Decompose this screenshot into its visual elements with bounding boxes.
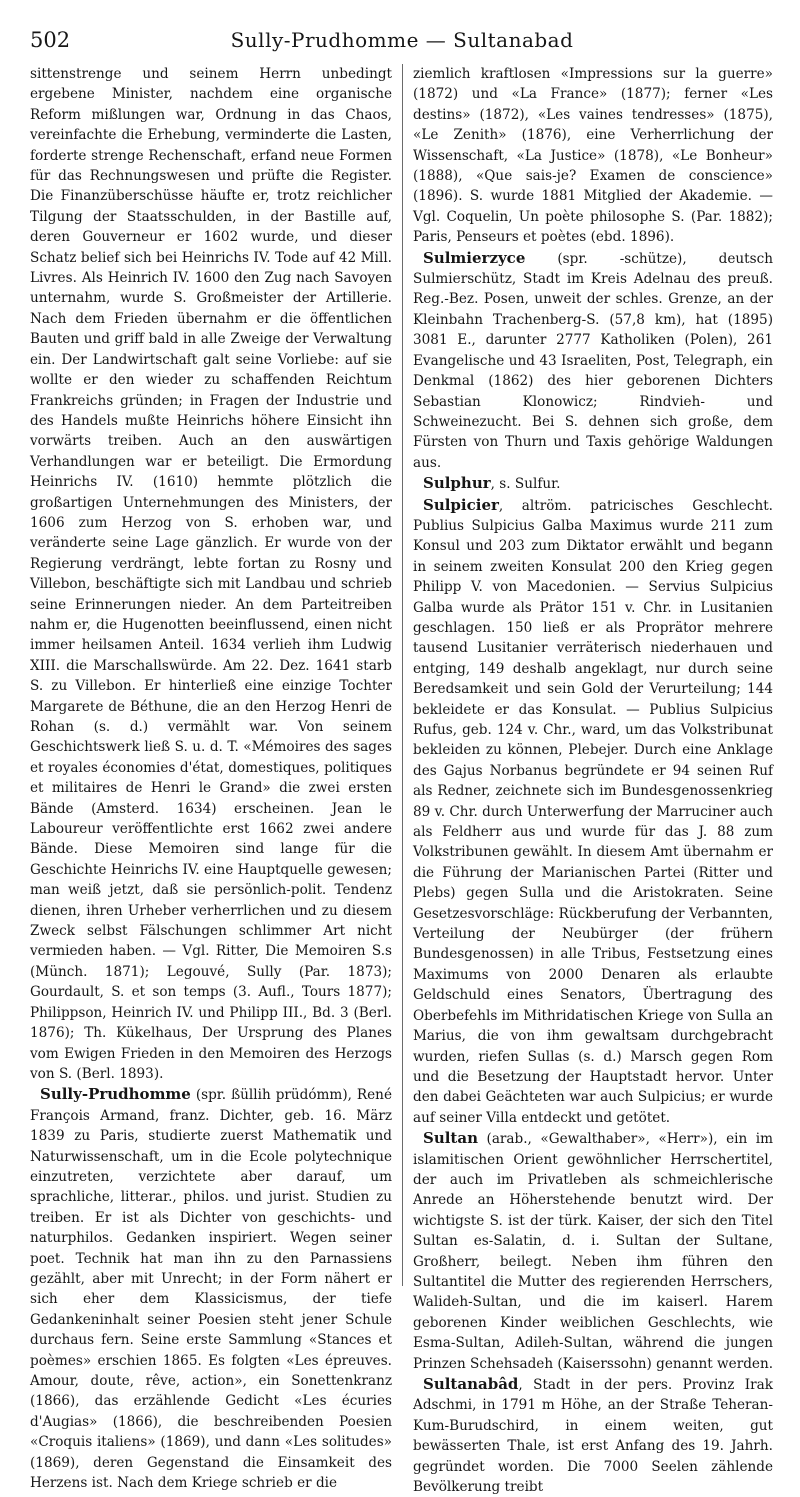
running-head: Sully-Prudhomme — Sultanabad xyxy=(230,28,574,52)
entry-headword: Sulphur xyxy=(423,474,491,493)
entry-text: ziemlich kraftlosen «Impressions sur la guerre» (1872) und «La France» (1877); ferner «Les destins» (1872), «Les vaines tendresses» (1875), «Le Zenith» (1876), eine Verherrlichung der Wissenschaft, «La Justice» (1878), «Le Bonheur» (1888), «Que sais-je? Examen de conscience» (1896). S. wurde 1881 Mitglied der Akademie. — Vgl. Coquelin, Un poète philosophe S. (Par. 1882); Paris, Penseurs et poètes (ebd. 1896). xyxy=(413,66,773,246)
right-column xyxy=(413,64,773,1497)
entry-sulpicier xyxy=(413,495,773,1129)
entry-text: , s. Sulfur. xyxy=(490,476,561,493)
entry-text: , altröm. patricisches Geschlecht. Publius Sulpicius Galba Maximus wurde 211 zum Konsul und 203 zum Diktator erwählt und begann in seinem zweiten Konsulat 200 den Krieg gegen Philipp V. von Macedonien. — Servius Sulpicius Galba wurde als Prätor 151 v. Chr. in Lusitanien geschlagen. 150 ließ er als Proprätor mehrere tausend Lusitanier verräterisch niederhauen und entging, 149 deshalb angeklagt, nur durch seine Beredsamkeit und sein Gold der Verurteilung; 144 bekleidete er das Konsulat. — Publius Sulpicius Rufus, geb. 124 v. Chr., ward, um das Volkstribunat bekleiden zu können, Plebejer. Durch eine Anklage des Gajus Norbanus begründete er 94 seinen Ruf als Redner, zeichnete sich im Bundesgenossenkrieg 89 v. Chr. durch Unterwerfung der Marruciner auch als Feldherr aus und wurde für das J. 88 zum Volkstribunen gewählt. In diesem Amt übernahm er die Führung der Marianischen Partei (Ritter und Plebs) gegen Sulla und die Aristokraten. Seine Gesetzesvorschläge: Rückberufung der Verbannten, Verteilung der Neubürger (der frühern Bundesgenossen) in alle Tribus, Festsetzung eines Maximums von 2000 Denaren als erlaubte Geldschuld eines Senators, Übertragung des Oberbefehls im Mithridatischen Kriege von Sulla an Marius, die von ihm gewaltsam durchgebracht wurden, riefen Sullas (s. d.) Marsch gegen Rom und die Besetzung der Hauptstadt hervor. Unter den dabei Geächteten war auch Sulpicius; er wurde auf seiner Villa entdeckt und getötet. xyxy=(413,497,773,1126)
entry-sulphur xyxy=(413,473,773,494)
entry-sultan xyxy=(413,1128,773,1374)
entry-sully-prudhomme xyxy=(30,1084,392,1493)
entry-headword: Sully-Prudhomme xyxy=(40,1085,191,1104)
page-number: 502 xyxy=(30,28,71,52)
entry-headword: Sultan xyxy=(423,1129,478,1148)
entry-continuation xyxy=(413,64,773,248)
entry-sultanabad xyxy=(413,1374,773,1497)
page-header xyxy=(30,28,774,56)
entry-text: (spr. ßüllih prüdómm), René François Armand, franz. Dichter, geb. 16. März 1839 zu Paris, studierte zuerst Mathematik und Naturwissenschaft, um in die Ecole polytechnique einzutreten, verzichtete aber darauf, um sprachliche, litterar., philos. und jurist. Studien zu treiben. Er ist als Dichter von geschichts- und naturphilos. Gedanken inspiriert. Wegen seiner poet. Technik hat man ihn zu den Parnassiens gezählt, aber mit Unrecht; in der Form nähert er sich eher dem Klassicismus, der tiefe Gedankeninhalt seiner Poesien steht jener Schule durchaus fern. Seine erste Sammlung «Stances et poèmes» erschien 1865. Es folgten «Les épreuves. Amour, doute, rêve, action», ein Sonettenkranz (1866), das erzählende Gedicht «Les écuries d'Augias» (1866), die beschreibenden Poesien «Croquis italiens» (1869), und dann «Les solitudes» (1869), deren Gegenstand die Einsamkeit des Herzens ist. Nach dem Kriege schrieb er die xyxy=(30,1087,392,1492)
entry-text: sittenstrenge und seinem Herrn unbedingt ergebene Minister, nachdem eine organische Reform mißlungen war, Ordnung in das Chaos, vereinfachte die Erhebung, verminderte die Lasten, forderte strenge Rechenschaft, erfand neue Formen für das Rechnungswesen und prüfte die Register. Die Finanzüberschüsse häufte er, trotz reichlicher Tilgung der Staatsschulden, in der Bastille auf, deren Gouverneur er 1602 wurde, und dieser Schatz belief sich bei Heinrichs IV. Tode auf 42 Mill. Livres. Als Heinrich IV. 1600 den Zug nach Savoyen unternahm, wurde S. Großmeister der Artillerie. Nach dem Frieden übernahm er die öffentlichen Bauten und griff bald in alle Zweige der Verwaltung ein. Der Landwirtschaft galt seine Vorliebe: auf sie wollte er den wieder zu schaffenden Reichtum Frankreichs gründen; in Fragen der Industrie und des Handels mußte Heinrichs höhere Einsicht ihn vorwärts treiben. Auch an den auswärtigen Verhandlungen war er beteiligt. Die Ermordung Heinrichs IV. (1610) hemmte plötzlich die großartigen Unternehmungen des Ministers, der 1606 zum Herzog von S. erhoben war, und veränderte seine Lage gänzlich. Er wurde von der Regierung verdrängt, lebte fortan zu Rosny und Villebon, beschäftigte sich mit Landbau und schrieb seine Erinnerungen nieder. An dem Parteitreiben nahm er, die Hugenotten beeinflussend, einen nicht immer heilsamen Anteil. 1634 verlieh ihm Ludwig XIII. die Marschallswürde. Am 22. Dez. 1641 starb S. zu Villebon. Er hinterließ eine einzige Tochter Margarete de Béthune, die an den Herzog Henri de Rohan (s. d.) vermählt war. Von seinem Geschichtswerk ließ S. u. d. T. «Mémoires des sages et royales économies d'état, domestiques, politiques et militaires de Henri le Grand» die zwei ersten Bände (Amsterd. 1634) erscheinen. Jean le Laboureur veröffentlichte erst 1662 zwei andere Bände. Diese Memoiren sind lange für die Geschichte Heinrichs IV. eine Hauptquelle gewesen; man weiß jetzt, daß sie persönlich-polit. Tendenz dienen, ihren Urheber verherrlichen und zu diesem Zweck selbst Fälschungen schlimmer Art nicht vermieden haben. — Vgl. Ritter, Die Memoiren S.s (Münch. 1871); Legouvé, Sully (Par. 1873); Gourdault, S. et son temps (3. Aufl., Tours 1877); Philippson, Heinrich IV. und Philipp III., Bd. 3 (Berl. 1876); Th. Kükelhaus, Der Ursprung des Planes vom Ewigen Frieden in den Memoiren des Herzogs von S. (Berl. 1893). xyxy=(30,66,392,1082)
entry-headword: Sulmierzyce xyxy=(423,248,526,267)
entry-sulmierzyce xyxy=(413,248,773,473)
entry-headword: Sultanabâd xyxy=(423,1375,519,1393)
entry-continuation xyxy=(30,64,392,1084)
column-divider xyxy=(402,64,403,1286)
entry-headword: Sulpicier xyxy=(423,495,499,514)
left-column xyxy=(30,64,392,1493)
entry-text: (arab., «Gewalthaber», «Herr»), ein im islamitischen Orient gewöhnlicher Herrschertitel, der auch im Privatleben als schmeichlerische Anrede an Höherstehende benutzt wird. Der wichtigste S. ist der türk. Kaiser, der sich den Titel Sultan es-Salatin, d. i. Sultan der Sultane, Großherr, beilegt. Neben ihm führen den Sultantitel die Mutter des regierenden Herrschers, Walideh-Sultan, und die im kaiserl. Harem geborenen Kinder weiblichen Geschlechts, wie Esma-Sultan, Adileh-Sultan, während die jungen Prinzen Schehsadeh (Kaiserssohn) genannt werden. xyxy=(413,1131,774,1372)
entry-text: , Stadt in der pers. Provinz Irak Adschmi, in 1791 m Höhe, an der Straße Teheran-Kum-Burudschird, in einem weiten, gut bewässerten Thale, ist erst Anfang des 19. Jahrh. gegründet worden. Die 7000 Seelen zählende Bevölkerung treibt xyxy=(413,1377,773,1496)
entry-text: (spr. -schütze), deutsch Sulmierschütz, Stadt im Kreis Adelnau des preuß. Reg.-Bez. Posen, unweit der schles. Grenze, an der Kleinbahn Trachenberg-S. (57,8 km), hat (1895) 3081 E., darunter 2777 Katholiken (Polen), 261 Evangelische und 43 Israeliten, Post, Telegraph, ein Denkmal (1862) des hier geborenen Dichters Sebastian Klonowicz; Rindvieh- und Schweinezucht. Bei S. dehnen sich große, dem Fürsten von Thurn und Taxis gehörige Waldungen aus. xyxy=(413,250,773,471)
